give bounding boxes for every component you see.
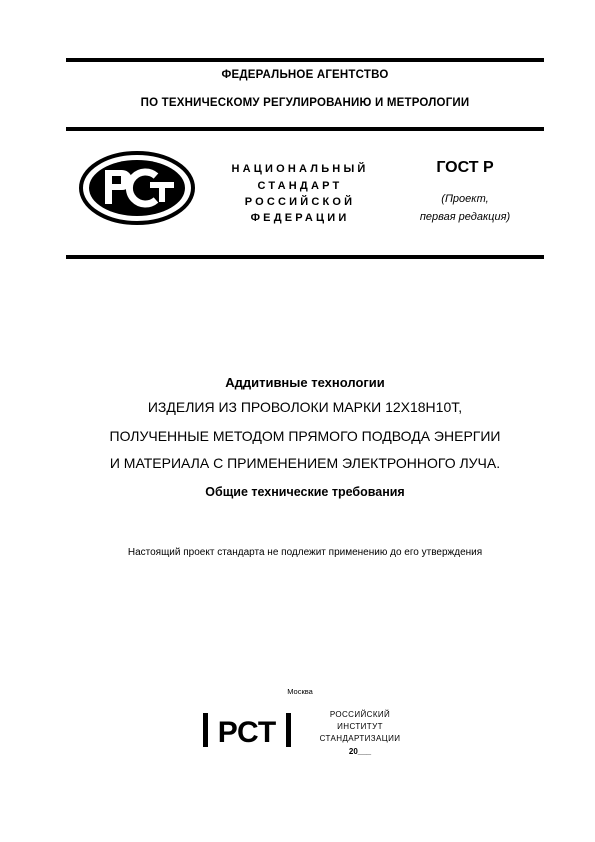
title-line-1: ИЗДЕЛИЯ ИЗ ПРОВОЛОКИ МАРКИ 12Х18Н10Т, xyxy=(147,399,463,415)
rst-logo-text: РСТ xyxy=(217,716,277,749)
rst-logo-icon xyxy=(203,709,291,751)
agency-line-2: ПО ТЕХНИЧЕСКОМУ РЕГУЛИРОВАНИЮ И МЕТРОЛОГИИ xyxy=(140,97,470,109)
national-line-3: РОССИЙСКОЙ xyxy=(244,196,356,208)
title-subtitle: Общие технические требования xyxy=(205,485,405,499)
approval-note: Настоящий проект стандарта не подлежит применению до его утверждения xyxy=(127,547,483,558)
top-rule xyxy=(66,58,544,62)
city-label: Москва xyxy=(287,687,313,696)
national-line-2: СТАНДАРТ xyxy=(257,180,343,192)
institute-line-2: ИНСТИТУТ xyxy=(337,722,383,731)
header-bottom-rule xyxy=(66,255,544,259)
draft-line-1: (Проект, xyxy=(441,193,489,205)
gost-code: ГОСТ Р xyxy=(436,159,494,176)
agency-line-1: ФЕДЕРАЛЬНОЕ АГЕНТСТВО xyxy=(221,69,389,81)
institute-line-3: СТАНДАРТИЗАЦИИ xyxy=(319,734,401,743)
agency-rule xyxy=(66,127,544,131)
national-line-1: НАЦИОНАЛЬНЫЙ xyxy=(231,163,369,175)
title-line-2: ПОЛУЧЕННЫЕ МЕТОДОМ ПРЯМОГО ПОДВОДА ЭНЕРГИИ xyxy=(109,428,501,444)
gost-r-emblem-icon xyxy=(78,150,196,226)
draft-line-2: первая редакция) xyxy=(419,211,511,223)
national-line-4: ФЕДЕРАЦИИ xyxy=(250,212,350,224)
institute-line-1: РОССИЙСКИЙ xyxy=(329,710,391,719)
title-line-3: И МАТЕРИАЛА С ПРИМЕНЕНИЕМ ЭЛЕКТРОННОГО ЛУЧА. xyxy=(109,455,501,471)
year-label: 20___ xyxy=(348,747,372,756)
title-subject: Аддитивные технологии xyxy=(225,375,385,390)
